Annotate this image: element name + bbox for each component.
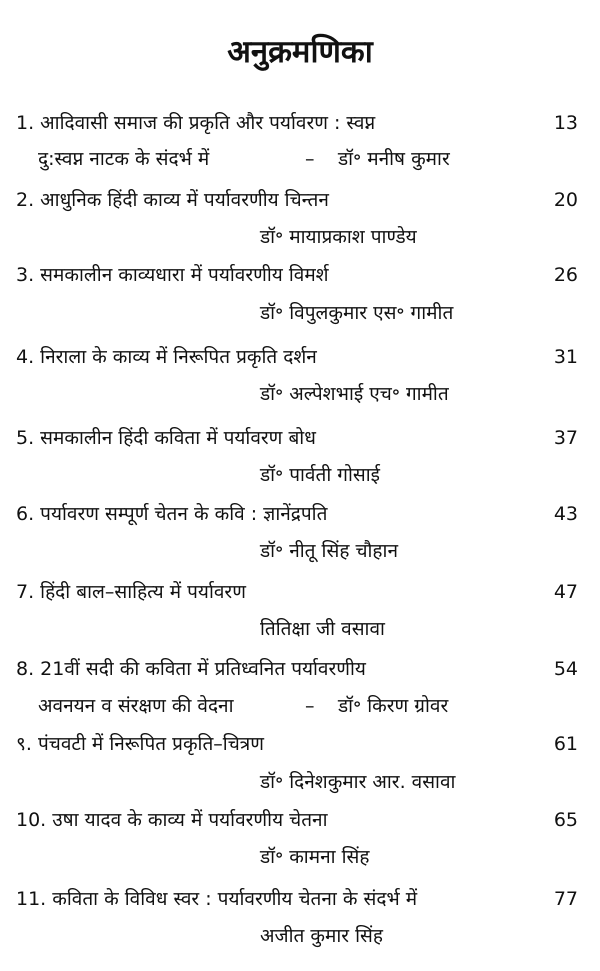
toc-author-line [0, 377, 600, 411]
toc-title-continuation: अवनयन व संरक्षण की वेदना [38, 695, 234, 717]
toc-author-line [0, 612, 600, 646]
toc-entry-title: 10. उषा यादव के काव्य में पर्यावरणीय चेतना [16, 809, 328, 831]
toc-author-line [0, 296, 600, 330]
toc-dash: – [305, 695, 315, 717]
toc-entry-title: 4. निराला के काव्य में निरूपित प्रकृति दर्शन [16, 346, 317, 368]
toc-title-line [0, 803, 600, 837]
toc-page-number: 65 [553, 809, 578, 831]
toc-entry-title: 7. हिंदी बाल–साहित्य में पर्यावरण [16, 581, 246, 603]
toc-entry-title: ९. पंचवटी में निरूपित प्रकृति–चित्रण [16, 733, 264, 755]
toc-page-number: 54 [553, 658, 578, 680]
toc-entry-title: 11. कविता के विविध स्वर : पर्यावरणीय चेतना के संदर्भ में [16, 888, 418, 910]
toc-author: तितिक्षा जी वसावा [260, 618, 385, 640]
toc-author: डॉ॰ पार्वती गोसाई [260, 464, 380, 486]
toc-title-line [0, 497, 600, 531]
toc-author-line [0, 840, 600, 874]
toc-title-line [0, 882, 600, 916]
toc-author: डॉ॰ मनीष कुमार [338, 148, 450, 170]
toc-author: डॉ॰ नीतू सिंह चौहान [260, 540, 398, 562]
toc-title-line [0, 575, 600, 609]
toc-author: डॉ॰ दिनेशकुमार आर. वसावा [260, 771, 456, 793]
toc-author-line [0, 534, 600, 568]
toc-dash: – [305, 148, 315, 170]
toc-page-number: 31 [553, 346, 578, 368]
toc-author-line [0, 919, 600, 953]
toc-author: डॉ॰ कामना सिंह [260, 846, 370, 868]
toc-entry-title: 5. समकालीन हिंदी कविता में पर्यावरण बोध [16, 427, 316, 449]
toc-title-line [0, 183, 600, 217]
toc-title-line [0, 258, 600, 292]
toc-title-line [0, 340, 600, 374]
toc-author: डॉ॰ विपुलकुमार एस॰ गामीत [260, 302, 454, 324]
toc-page-number: 61 [553, 733, 578, 755]
toc-author: अजीत कुमार सिंह [260, 925, 383, 947]
toc-entry-title: 3. समकालीन काव्यधारा में पर्यावरणीय विमर्श [16, 264, 329, 286]
toc-title-line [0, 106, 600, 140]
toc-author-line [0, 765, 600, 799]
toc-author: डॉ॰ किरण ग्रोवर [338, 695, 449, 717]
toc-author-line [0, 689, 600, 723]
toc-entry-title: 1. आदिवासी समाज की प्रकृति और पर्यावरण : स्वप्न [16, 112, 376, 134]
toc-page-number: 47 [553, 581, 578, 603]
toc-entry-title: 2. आधुनिक हिंदी काव्य में पर्यावरणीय चिन्तन [16, 189, 329, 211]
toc-author-line [0, 142, 600, 176]
toc-title-line [0, 652, 600, 686]
toc-entry-title: 8. 21वीं सदी की कविता में प्रतिध्वनित पर्यावरणीय [16, 658, 366, 680]
toc-author: डॉ॰ अल्पेशभाई एच॰ गामीत [260, 383, 449, 405]
toc-title-continuation: दु:स्वप्न नाटक के संदर्भ में [38, 148, 210, 170]
toc-page-number: 37 [553, 427, 578, 449]
page-title: अनुक्रमणिका [227, 34, 373, 70]
toc-author: डॉ॰ मायाप्रकाश पाण्डेय [260, 226, 417, 248]
toc-entry-title: 6. पर्यावरण सम्पूर्ण चेतन के कवि : ज्ञानेंद्रपति [16, 503, 328, 525]
toc-page-number: 13 [553, 112, 578, 134]
toc-page-number: 26 [553, 264, 578, 286]
toc-page-number: 20 [553, 189, 578, 211]
toc-page-number: 43 [553, 503, 578, 525]
toc-author-line [0, 458, 600, 492]
toc-title-line [0, 421, 600, 455]
toc-title-line [0, 727, 600, 761]
toc-page-number: 77 [553, 888, 578, 910]
toc-author-line [0, 220, 600, 254]
